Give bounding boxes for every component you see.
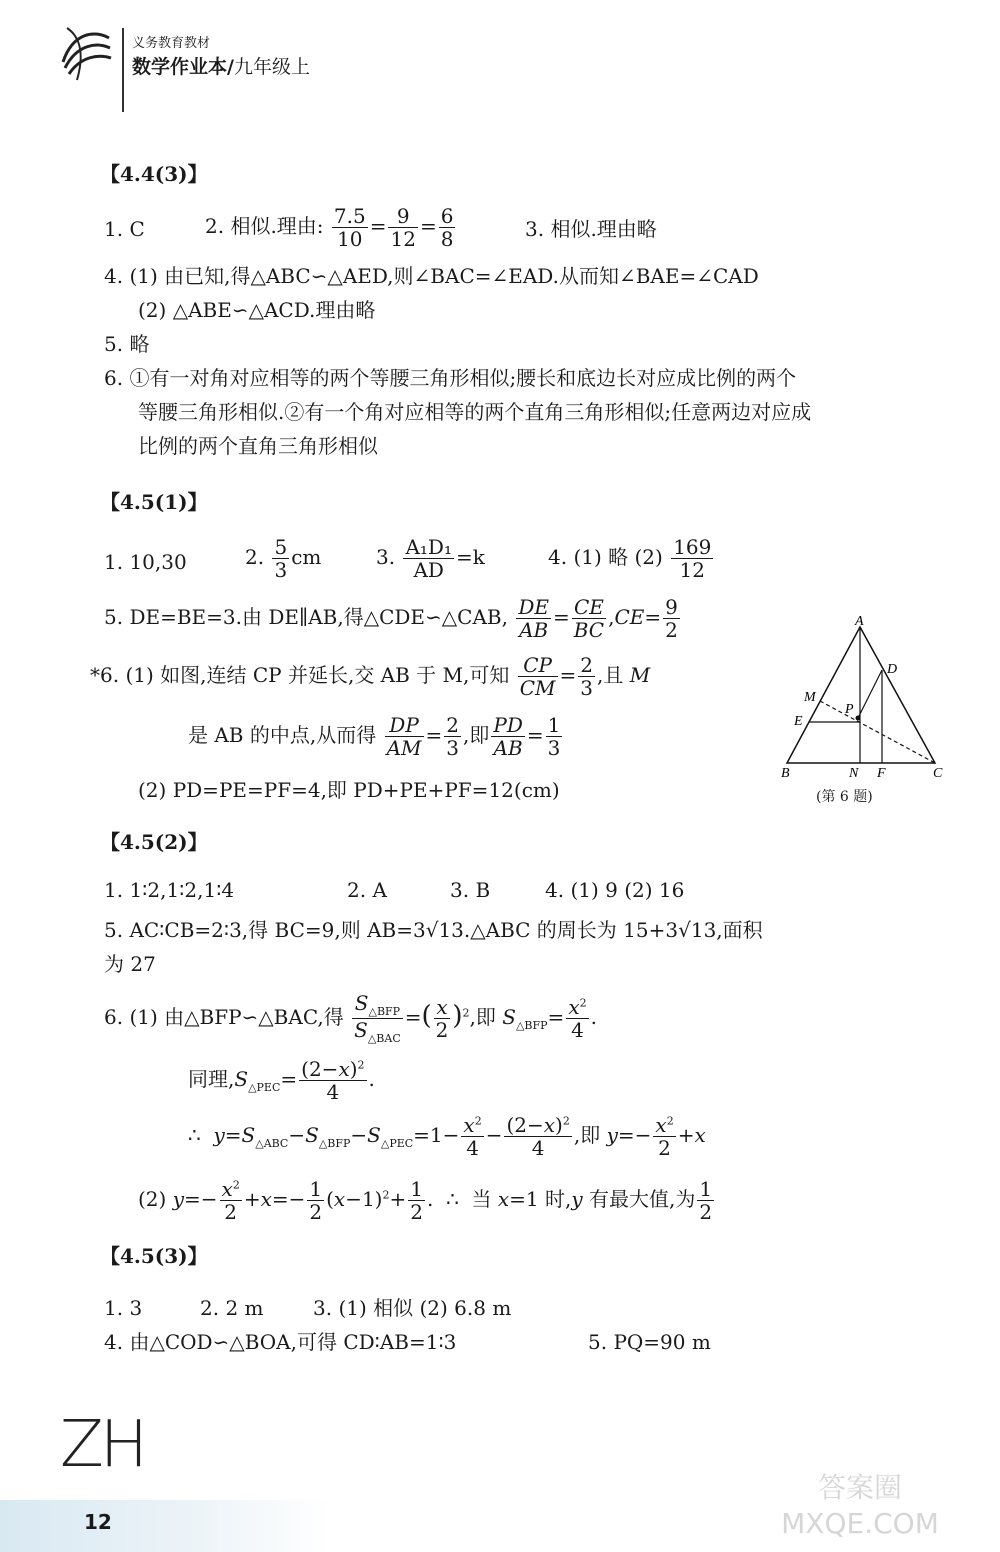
answer-4-4-3-q4-1: 4. (1) 由已知,得△ABC∽△AED,则∠BAC=∠EAD.从而知∠BAE=∠CAD: [104, 264, 759, 288]
answer-4-5-1-q1: 1. 10,30: [104, 550, 187, 574]
answer-4-5-3-q5: 5. PQ=90 m: [588, 1330, 711, 1354]
answer-4-5-2-q2: 2. A: [347, 878, 387, 902]
triangle-figure: [775, 615, 950, 815]
answer-4-5-3-q4: 4. 由△COD∽△BOA,可得 CD∶AB=1∶3: [104, 1330, 457, 1354]
answer-4-5-2-q6-l2: 同理$,S_{\triangle PEC}=$ $\frac{(2-x)^2}{4}$ .: [188, 1057, 375, 1104]
answer-4-5-1-q6-l1: *6. (1) 如图,连结 CP 并延长,交 AB 于 M,可知 $\frac{CP}{CM}$ = $\frac{2}{3}$ ,且 M: [90, 653, 651, 700]
label-C: C: [933, 766, 943, 781]
answer-4-5-3-q3: 3. (1) 相似 (2) 6.8 m: [313, 1296, 512, 1320]
section-title-4-5-2: 【4.5(2)】: [100, 830, 208, 854]
answer-4-4-3-q6-l3: 比例的两个直角三角形相似: [138, 434, 378, 458]
label-A: A: [855, 615, 864, 629]
answer-4-4-3-q6-l1: 6. ①有一对角对应相等的两个等腰三角形相似;腰长和底边长对应成比例的两个: [104, 366, 797, 390]
answer-4-5-2-q6-l3: ∴ $y=S_{\triangle ABC}-S_{\triangle BFP}-S_{\triangle PEC}=1-$ $\frac{x^2}{4}$ − $\frac{(2-x)^2}{4}$ ,即 y=− $\frac{x^2}{2}$ +x: [188, 1113, 706, 1160]
answer-4-4-3-q2: 2. 相似.理由: $\frac{7.5}{10}$ = $\frac{9}{12}$ = $\frac{6}{8}$: [205, 204, 454, 251]
fraction-2: $\frac{9}{12}$: [390, 204, 416, 251]
section-title-4-5-3: 【4.5(3)】: [100, 1244, 208, 1268]
answer-4-5-3-q2: 2. 2 m: [200, 1296, 264, 1320]
footer-decor: ZH: [60, 1408, 144, 1482]
answer-4-5-1-q6-l3: (2) PD=PE=PF=4,即 PD+PE+PF=12(cm): [138, 778, 560, 802]
answer-4-5-3-q1: 1. 3: [104, 1296, 143, 1320]
fraction-3: $\frac{6}{8}$: [440, 204, 454, 251]
answer-4-5-2-q3: 3. B: [450, 878, 491, 902]
label-N: N: [849, 766, 859, 781]
answer-4-4-3-q6-l2: 等腰三角形相似.②有一个角对应相等的两个直角三角形相似;任意两边对应成: [138, 400, 812, 424]
answer-4-5-2-q6-l1: 6. (1) 由△BFP∽△BAC,得 $\frac{S_{\triangle BFP}}{S_{\triangle BAC}}$ =( $\frac{x}{2}$ )$^2$,即 $S_{\triangle BFP}=$ $\frac{x^2}{4}$ .: [104, 991, 597, 1046]
fraction-a1d1-ad: $\frac{\text{A₁D₁}}{AD}$: [405, 535, 452, 582]
publisher-logo: [55, 22, 115, 84]
header-series: 义务教育教材: [132, 36, 211, 51]
book-title: 数学作业本: [132, 56, 228, 78]
answer-4-4-3-q1: 1. C: [104, 217, 145, 241]
page-number: 12: [84, 1510, 112, 1534]
label-B: B: [781, 766, 790, 781]
fraction-1: $\frac{7.5}{10}$: [333, 204, 366, 251]
answer-4-5-1-q6-l2: 是 AB 的中点,从而得 $\frac{DP}{AM}$ = $\frac{2}{3}$ ,即 $\frac{PD}{AB}$ = $\frac{1}{3}$: [188, 713, 561, 760]
footer-band: [0, 1500, 330, 1552]
figure-caption: (第 6 题): [816, 789, 873, 805]
grade-label: 九年级上: [233, 56, 310, 78]
answer-4-4-3-q3: 3. 相似.理由略: [525, 217, 657, 241]
answer-4-4-3-q4-2: (2) △ABE∽△ACD.理由略: [138, 298, 376, 322]
header-title: 数学作业本/九年级上: [132, 56, 310, 78]
watermark: 答案圈 MXQE.COM: [781, 1471, 939, 1540]
fraction-169-12: $\frac{169}{12}$: [673, 535, 712, 582]
label-D: D: [887, 662, 898, 677]
answer-4-5-2-q1: 1. 1∶2,1∶2,1∶4: [104, 878, 235, 902]
answer-4-5-2-q4: 4. (1) 9 (2) 16: [545, 878, 685, 902]
answer-4-4-3-q5: 5. 略: [104, 332, 150, 356]
label-P: P: [845, 702, 854, 717]
answer-4-5-1-q4: 4. (1) 略 (2) $\frac{169}{12}$: [548, 535, 712, 582]
label-E: E: [794, 714, 803, 729]
section-title-4-5-1: 【4.5(1)】: [100, 490, 208, 514]
label-F: F: [877, 766, 886, 781]
fraction-5-3: $\frac{5}{3}$: [274, 535, 288, 582]
answer-4-5-2-q5-l1: 5. AC∶CB=2∶3,得 BC=9,则 AB=3√13.△ABC 的周长为 15+3√13,面积: [104, 918, 763, 942]
answer-4-5-1-q5: 5. DE=BE=3.由 DE∥AB,得△CDE∽△CAB, $\frac{DE}{AB}$ = $\frac{CE}{BC}$ ,CE= $\frac{9}{2}$: [104, 595, 678, 642]
q2-label: 2. 相似.理由:: [205, 214, 324, 238]
answer-4-5-2-q6-l4: (2) y=− $\frac{x^2}{2}$ +x=− $\frac{1}{2}$ $(x-1)^2+$ $\frac{1}{2}$ . ∴ 当 x=1 时,y 有最大值,为 $\frac{1}{2}$: [138, 1177, 713, 1224]
section-title-4-4-3: 【4.4(3)】: [100, 162, 208, 186]
answer-4-5-2-q5-l2: 为 27: [104, 952, 156, 976]
label-M: M: [804, 690, 816, 705]
header-divider: [122, 28, 124, 112]
answer-4-5-1-q3: 3. $\frac{\text{A₁D₁}}{AD}$ =k: [376, 535, 485, 582]
answer-4-5-1-q2: 2. $\frac{5}{3}$ cm: [245, 535, 322, 582]
